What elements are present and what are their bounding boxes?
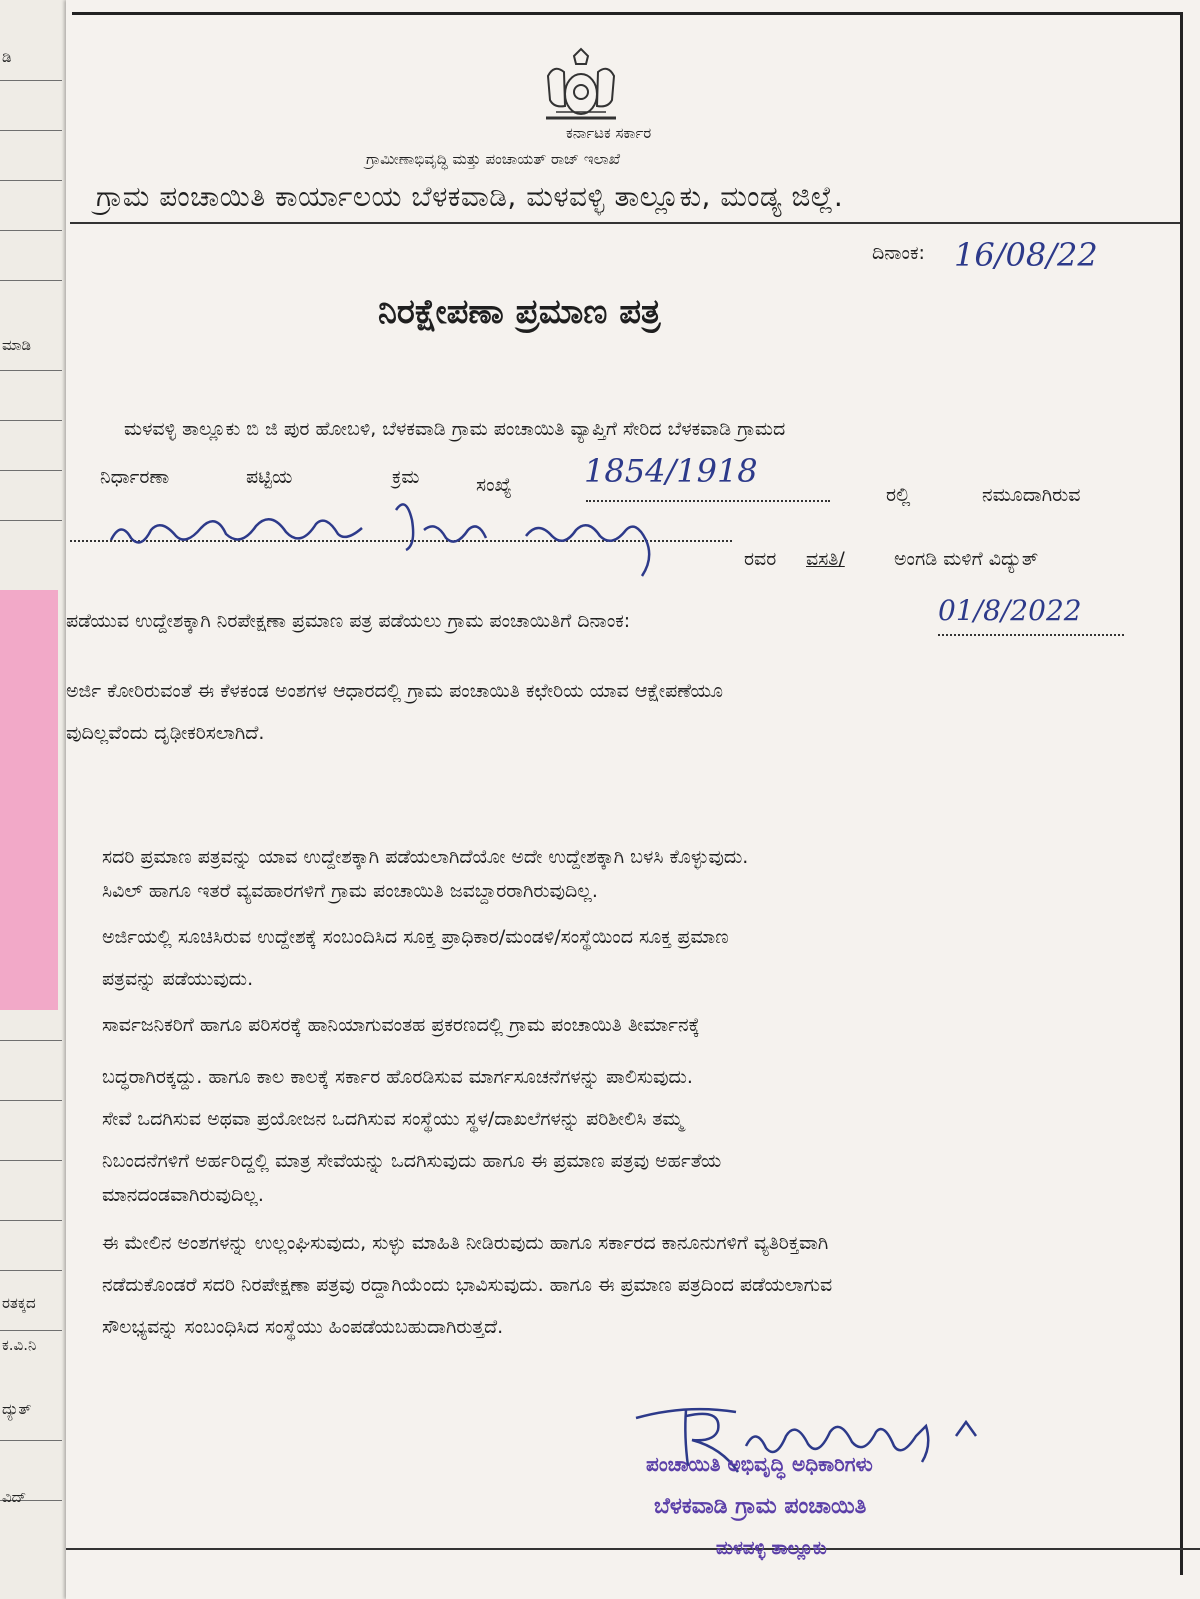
condition-item: ಸೇವೆ ಒದಗಿಸುವ ಅಥವಾ ಪ್ರಯೋಜನ ಒದಗಿಸುವ ಸಂಸ್ಥೆಯು ಸ್ಥಳ/ದಾಖಲೆಗಳನ್ನು ಪರಿಶೀಲಿಸಿ ತಮ್ಮ	[102, 1108, 684, 1130]
body-line: ಅರ್ಜಿ ಕೋರಿರುವಂತೆ ಈ ಕೆಳಕಂಡ ಅಂಶಗಳ ಆಧಾರದಲ್ಲಿ ಗ್ರಾಮ ಪಂಚಾಯಿತಿ ಕಛೇರಿಯ ಯಾವ ಆಕ್ಷೇಪಣೆಯೂ	[66, 680, 723, 702]
body-word: ಸಂಖ್ಯೆ	[476, 474, 512, 496]
body-word: ಪಟ್ಟಿಯ	[246, 466, 293, 488]
state-emblem-icon	[536, 46, 626, 124]
seal-taluk: ಮಳವಳ್ಳಿ ತಾಲ್ಲೂಕು	[716, 1538, 827, 1559]
body-word: ರವರ	[744, 548, 777, 570]
condition-item: ಅರ್ಜಿಯಲ್ಲಿ ಸೂಚಿಸಿರುವ ಉದ್ದೇಶಕ್ಕೆ ಸಂಬಂದಿಸಿದ ಸೂಕ್ತ ಪ್ರಾಧಿಕಾರ/ಮಂಡಳಿ/ಸಂಸ್ಥೆಯಿಂದ ಸೂಕ್ತ ಪ್ರಮಾಣ	[102, 926, 729, 948]
underpage-text: ದ್ಯುತ್	[2, 1400, 32, 1418]
handwritten-applicant-name	[106, 490, 666, 580]
underpage-text: ರತಕ್ಕದ	[2, 1294, 36, 1312]
body-word: ರಲ್ಲಿ	[886, 484, 911, 506]
condition-item: ಈ ಮೇಲಿನ ಅಂಶಗಳನ್ನು ಉಲ್ಲಂಘಿಸುವುದು, ಸುಳ್ಳು ಮಾಹಿತಿ ನೀಡಿರುವುದು ಹಾಗೂ ಸರ್ಕಾರದ ಕಾನೂನುಗಳಿಗೆ ವ್ಯತಿರಿಕ್ತವಾಗಿ	[102, 1232, 829, 1254]
application-date-field	[938, 634, 1124, 636]
office-title: ಗ್ರಾಮ ಪಂಚಾಯಿತಿ ಕಾರ್ಯಾಲಯ ಬೆಳಕವಾಡಿ, ಮಳವಳ್ಳಿ ತಾಲ್ಲೂಕು, ಮಂಡ್ಯ ಜಿಲ್ಲೆ.	[96, 180, 844, 213]
body-word: ನಮೂದಾಗಿರುವ	[982, 484, 1081, 506]
footer-divider	[66, 1548, 1200, 1550]
underpage-text: ಡಿ	[2, 48, 12, 66]
underpage-text: ವಿದ್	[2, 1488, 27, 1506]
header-divider	[70, 222, 1180, 224]
certificate-sheet	[66, 0, 1200, 1599]
date-label: ದಿನಾಂಕ:	[872, 242, 925, 264]
pink-sticky-tab	[0, 590, 58, 1010]
serial-number: 1854/1918	[584, 452, 758, 490]
condition-item: ನಡೆದುಕೊಂಡರೆ ಸದರಿ ನಿರಪೇಕ್ಷಣಾ ಪತ್ರವು ರದ್ದಾಗಿಯೆಂದು ಭಾವಿಸುವುದು. ಹಾಗೂ ಈ ಪ್ರಮಾಣ ಪತ್ರದಿಂದ ಪಡೆಯಲಾಗುವ	[102, 1274, 833, 1296]
body-word: ಅಂಗಡಿ ಮಳಿಗೆ ವಿದ್ಯುತ್	[894, 548, 1039, 570]
purpose-residential: ವಸತಿ/	[806, 548, 845, 570]
state-name: ಕರ್ನಾಟಕ ಸರ್ಕಾರ	[566, 124, 652, 142]
seal-designation: ಪಂಚಾಯಿತಿ ಅಭಿವೃದ್ಧಿ ಅಧಿಕಾರಿಗಳು	[646, 1452, 873, 1476]
condition-item: ಸೌಲಭ್ಯವನ್ನು ಸಂಬಂಧಿಸಿದ ಸಂಸ್ಥೆಯು ಹಿಂಪಡೆಯಬಹುದಾಗಿರುತ್ತದೆ.	[102, 1316, 504, 1338]
seal-office: ಬೆಳಕವಾಡಿ ಗ್ರಾಮ ಪಂಚಾಯಿತಿ	[654, 1494, 867, 1519]
condition-item: ಸದರಿ ಪ್ರಮಾಣ ಪತ್ರವನ್ನು ಯಾವ ಉದ್ದೇಶಕ್ಕಾಗಿ ಪಡೆಯಲಾಗಿದೆಯೋ ಅದೇ ಉದ್ದೇಶಕ್ಕಾಗಿ ಬಳಸಿ ಕೊಳ್ಳುವುದು.	[102, 846, 749, 868]
body-word: ನಿರ್ಧಾರಣಾ	[100, 466, 170, 488]
condition-item: ಸಾರ್ವಜನಿಕರಿಗೆ ಹಾಗೂ ಪರಿಸರಕ್ಕೆ ಹಾನಿಯಾಗುವಂತಹ ಪ್ರಕರಣದಲ್ಲಿ ಗ್ರಾಮ ಪಂಚಾಯಿತಿ ತೀರ್ಮಾನಕ್ಕೆ	[102, 1014, 700, 1036]
application-date: 01/8/2022	[938, 594, 1082, 627]
body-word: ಕ್ರಮ	[392, 466, 420, 488]
document-title: ನಿರಕ್ಷೇಪಣಾ ಪ್ರಮಾಣ ಪತ್ರ	[378, 292, 661, 332]
condition-item: ಸಿವಿಲ್ ಹಾಗೂ ಇತರೆ ವ್ಯವಹಾರಗಳಿಗೆ ಗ್ರಾಮ ಪಂಚಾಯಿತಿ ಜವಬ್ದಾರರಾಗಿರುವುದಿಲ್ಲ.	[102, 880, 598, 902]
body-line: ವುದಿಲ್ಲವೆಂದು ದೃಢೀಕರಿಸಲಾಗಿದೆ.	[66, 722, 265, 744]
condition-item: ಪತ್ರವನ್ನು ಪಡೆಯುವುದು.	[102, 968, 254, 990]
condition-item: ಬದ್ಧರಾಗಿರಕ್ಕದ್ದು. ಹಾಗೂ ಕಾಲ ಕಾಲಕ್ಕೆ ಸರ್ಕಾರ ಹೊರಡಿಸುವ ಮಾರ್ಗಸೂಚನೆಗಳನ್ನು ಪಾಲಿಸುವುದು.	[102, 1066, 693, 1088]
condition-item: ಮಾನದಂಡವಾಗಿರುವುದಿಲ್ಲ.	[102, 1184, 264, 1206]
condition-item: ನಿಬಂದನೆಗಳಿಗೆ ಅರ್ಹರಿದ್ದಲ್ಲಿ ಮಾತ್ರ ಸೇವೆಯನ್ನು ಒದಗಿಸುವುದು ಹಾಗೂ ಈ ಪ್ರಮಾಣ ಪತ್ರವು ಅರ್ಹತೆಯ	[102, 1150, 722, 1172]
underpage-text: ಕ.ವಿ.ನಿ	[2, 1336, 37, 1354]
department-name: ಗ್ರಾಮೀಣಾಭಿವೃದ್ಧಿ ಮತ್ತು ಪಂಚಾಯತ್ ರಾಜ್ ಇಲಾಖೆ	[366, 150, 621, 168]
issue-date: 16/08/22	[954, 236, 1098, 274]
body-line: ಪಡೆಯುವ ಉದ್ದೇಶಕ್ಕಾಗಿ ನಿರಪೇಕ್ಷಣಾ ಪ್ರಮಾಣ ಪತ್ರ ಪಡೆಯಲು ಗ್ರಾಮ ಪಂಚಾಯಿತಿಗೆ ದಿನಾಂಕ:	[66, 610, 631, 632]
underpage-text: ಮಾಡಿ	[2, 336, 32, 354]
body-line: ಮಳವಳ್ಳಿ ತಾಲ್ಲೂಕು ಬಿ ಜಿ ಪುರ ಹೋಬಳಿ, ಬೆಳಕವಾಡಿ ಗ್ರಾಮ ಪಂಚಾಯಿತಿ ವ್ಯಾಪ್ತಿಗೆ ಸೇರಿದ ಬೆಳಕವಾಡಿ ಗ್ರಾಮದ	[124, 418, 786, 440]
